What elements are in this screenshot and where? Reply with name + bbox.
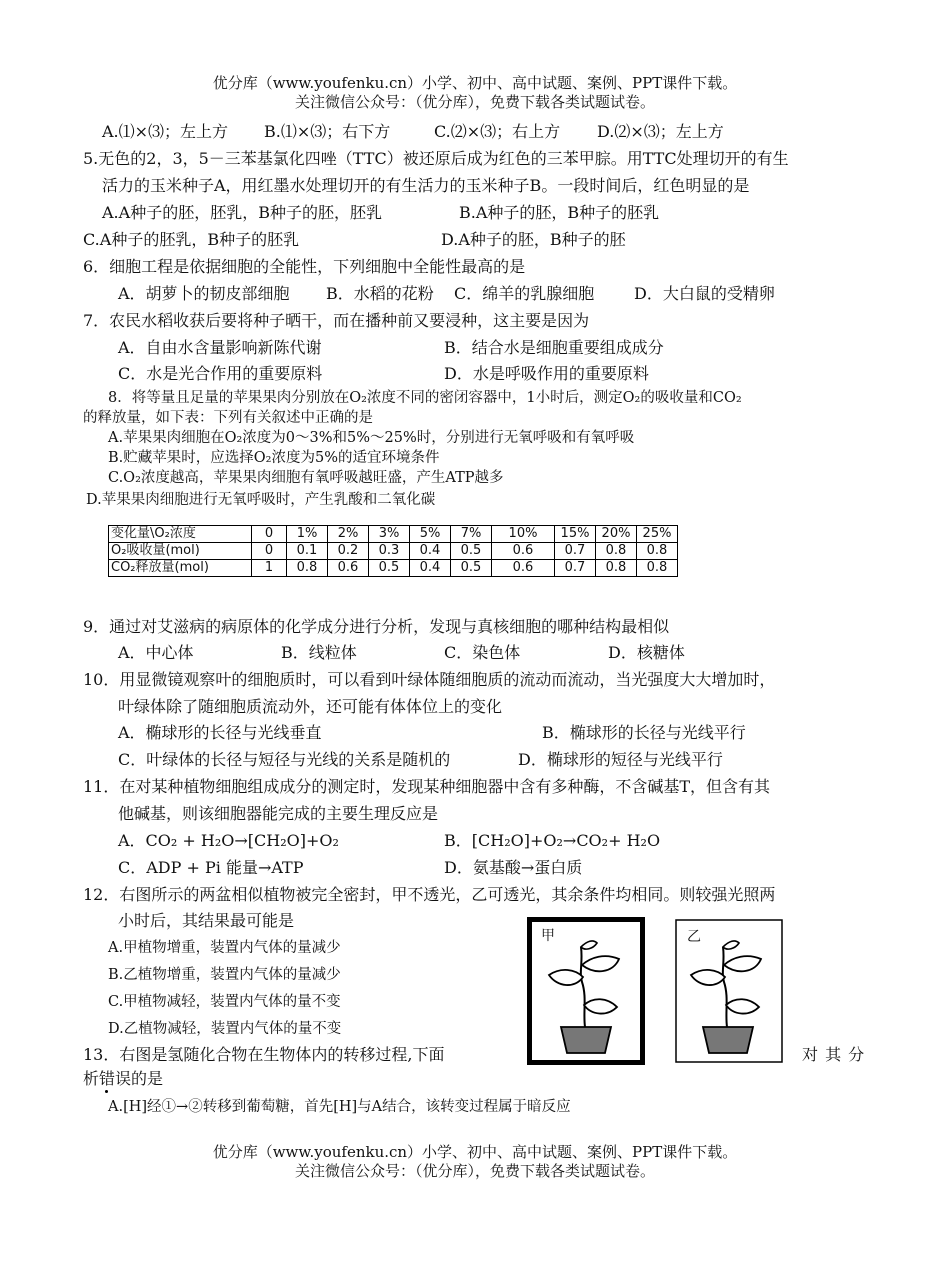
- q5-option-b: B.A种子的胚，B种子的胚乳: [459, 203, 660, 222]
- q6-option-d: D．大白鼠的受精卵: [634, 284, 775, 303]
- q13-stem-right: 对 其 分: [802, 1045, 866, 1064]
- q12-option-d: D.乙植物减轻，装置内气体的量不变: [108, 1021, 342, 1037]
- table-header-cell: 5%: [410, 526, 451, 543]
- table-cell: 1: [252, 560, 287, 577]
- q6-option-a: A．胡萝卜的韧皮部细胞: [118, 284, 290, 303]
- table-cell: 0.4: [410, 543, 451, 560]
- q10-option-b: B．椭球形的长径与光线平行: [542, 723, 746, 742]
- q8-option-a: A.苹果果肉细胞在O₂浓度为0～3%和5%～25%时，分别进行无氧呼吸和有氧呼吸: [108, 430, 635, 446]
- q12-stem-1: 12．右图所示的两盆相似植物被完全密封，甲不透光，乙可透光，其余条件均相同。则较强光照两: [83, 885, 776, 904]
- table-cell: 0.8: [287, 560, 328, 577]
- q12-option-b: B.乙植物增重，装置内气体的量减少: [108, 967, 341, 983]
- table-header-cell: 2%: [328, 526, 369, 543]
- label-yi: 乙: [687, 929, 701, 945]
- table-cell: 0.2: [328, 543, 369, 560]
- q12-stem-2: 小时后，其结果最可能是: [118, 911, 295, 930]
- q5-option-d: D.A种子的胚，B种子的胚: [441, 230, 626, 249]
- q11-stem-1: 11．在对某种植物细胞组成成分的测定时，发现某种细胞器中含有多种酶，不含碱基T，但含有其: [83, 777, 771, 796]
- q10-stem-2: 叶绿体除了随细胞质流动外，还可能有体体位上的变化: [118, 697, 503, 716]
- q4-option-a: A.⑴×⑶；左上方: [102, 122, 229, 141]
- footer-line-2: 关注微信公众号：（优分库），免费下载各类试题试卷。: [294, 1162, 655, 1180]
- q12-option-c: C.甲植物减轻，装置内气体的量不变: [108, 994, 341, 1010]
- q5-stem-1: 5.无色的2，3，5－三苯基氯化四唑（TTC）被还原后成为红色的三苯甲腙。用TTC处理切开的有生: [83, 149, 789, 168]
- table-header-cell: 1%: [287, 526, 328, 543]
- table-cell: 0.6: [328, 560, 369, 577]
- q8-data-table: [108, 525, 678, 577]
- table-row: [109, 560, 678, 577]
- table-header-cell: 0: [252, 526, 287, 543]
- q8-option-c: C.O₂浓度越高，苹果果肉细胞有氧呼吸越旺盛，产生ATP越多: [108, 470, 504, 486]
- table-header-row: [109, 526, 678, 543]
- table-cell: 0.8: [596, 560, 637, 577]
- q11-option-d: D．氨基酸→蛋白质: [444, 858, 583, 877]
- q8-stem-1: 8．将等量且足量的苹果果肉分别放在O₂浓度不同的密闭容器中，1小时后，测定O₂的吸收量和CO₂: [108, 390, 742, 406]
- table-cell: 0.5: [451, 543, 492, 560]
- q9-option-d: D．核糖体: [608, 643, 685, 662]
- table-cell: 0.1: [287, 543, 328, 560]
- table-cell: 0.6: [492, 560, 555, 577]
- table-cell: 0.5: [451, 560, 492, 577]
- header-line-2: 关注微信公众号：（优分库），免费下载各类试题试卷。: [294, 93, 655, 111]
- q7-option-b: B．结合水是细胞重要组成成分: [444, 338, 664, 357]
- table-header-cell: 变化量\O₂浓度: [109, 526, 252, 543]
- q10-option-d: D．椭球形的短径与光线平行: [518, 750, 723, 769]
- q12-option-a: A.甲植物增重，装置内气体的量减少: [108, 940, 341, 956]
- table-header-cell: 25%: [637, 526, 678, 543]
- table-header-cell: 3%: [369, 526, 410, 543]
- table-header-cell: 7%: [451, 526, 492, 543]
- q7-stem: 7．农民水稻收获后要将种子晒干，而在播种前又要浸种，这主要是因为: [83, 311, 590, 330]
- q8-option-d: D.苹果果肉细胞进行无氧呼吸时，产生乳酸和二氧化碳: [86, 492, 436, 508]
- table-cell: 0.5: [369, 560, 410, 577]
- q13-stem-left: 13．右图是氢随化合物在生物体内的转移过程,下面: [83, 1045, 445, 1064]
- table-cell: 0.7: [555, 543, 596, 560]
- q6-option-b: B．水稻的花粉: [326, 284, 434, 303]
- q4-option-c: C.⑵×⑶；右上方: [434, 122, 561, 141]
- plant-yi-figure: [675, 919, 783, 1063]
- table-cell: 0.8: [637, 543, 678, 560]
- table-cell: O₂吸收量(mol): [109, 543, 252, 560]
- q5-stem-2: 活力的玉米种子A，用红墨水处理切开的有生活力的玉米种子B。一段时间后，红色明显的是: [102, 176, 750, 195]
- q4-option-b: B.⑴×⑶；右下方: [264, 122, 391, 141]
- q13-option-a: A.[H]经①→②转移到葡萄糖，首先[H]与A结合，该转变过程属于暗反应: [108, 1099, 571, 1115]
- q7-option-a: A．自由水含量影响新陈代谢: [118, 338, 322, 357]
- q13-stem-2: 析错误的是: [83, 1069, 164, 1088]
- table-cell: 0.3: [369, 543, 410, 560]
- q9-option-b: B．线粒体: [281, 643, 357, 662]
- table-cell: CO₂释放量(mol): [109, 560, 252, 577]
- q5-option-c: C.A种子的胚乳，B种子的胚乳: [83, 230, 300, 249]
- q6-option-c: C．绵羊的乳腺细胞: [454, 284, 595, 303]
- q4-option-d: D.⑵×⑶；左上方: [597, 122, 724, 141]
- q6-stem: 6．细胞工程是依据细胞的全能性，下列细胞中全能性最高的是: [83, 257, 526, 276]
- q9-stem: 9．通过对艾滋病的病原体的化学成分进行分析，发现与真核细胞的哪种结构最相似: [83, 617, 670, 636]
- table-cell: 0.4: [410, 560, 451, 577]
- q11-stem-2: 他碱基，则该细胞器能完成的主要生理反应是: [118, 804, 439, 823]
- table-header-cell: 10%: [492, 526, 555, 543]
- table-cell: 0.7: [555, 560, 596, 577]
- q7-option-d: D．水是呼吸作用的重要原料: [444, 364, 649, 383]
- q8-option-b: B.贮藏苹果时，应选择O₂浓度为5%的适宜环境条件: [108, 450, 440, 466]
- q11-option-a: A．CO₂ + H₂O→[CH₂O]+O₂: [118, 831, 339, 850]
- q9-option-a: A．中心体: [118, 643, 194, 662]
- emphasis-dot: [105, 1090, 108, 1093]
- q7-option-c: C．水是光合作用的重要原料: [118, 364, 323, 383]
- table-row: [109, 543, 678, 560]
- footer-line-1: 优分库（www.youfenku.cn）小学、初中、高中试题、案例、PPT课件下载。: [212, 1143, 738, 1161]
- q10-stem-1: 10．用显微镜观察叶的细胞质时，可以看到叶绿体随细胞质的流动而流动，当光强度大大增加时，: [83, 670, 776, 689]
- q9-option-c: C．染色体: [444, 643, 521, 662]
- table-cell: 0: [252, 543, 287, 560]
- q10-option-c: C．叶绿体的长径与短径与光线的关系是随机的: [118, 750, 451, 769]
- label-jia: 甲: [541, 928, 555, 944]
- table-cell: 0.8: [596, 543, 637, 560]
- table-header-cell: 15%: [555, 526, 596, 543]
- q11-option-c: C．ADP + Pi 能量→ATP: [118, 858, 304, 877]
- q5-option-a: A.A种子的胚，胚乳，B种子的胚，胚乳: [102, 203, 382, 222]
- table-cell: 0.6: [492, 543, 555, 560]
- table-cell: 0.8: [637, 560, 678, 577]
- plant-jia-figure: [527, 917, 645, 1065]
- q11-option-b: B．[CH₂O]+O₂→CO₂+ H₂O: [444, 831, 661, 850]
- q8-stem-2: 的释放量，如下表：下列有关叙述中正确的是: [83, 410, 373, 426]
- header-line-1: 优分库（www.youfenku.cn）小学、初中、高中试题、案例、PPT课件下载。: [212, 74, 738, 92]
- q10-option-a: A．椭球形的长径与光线垂直: [118, 723, 322, 742]
- table-header-cell: 20%: [596, 526, 637, 543]
